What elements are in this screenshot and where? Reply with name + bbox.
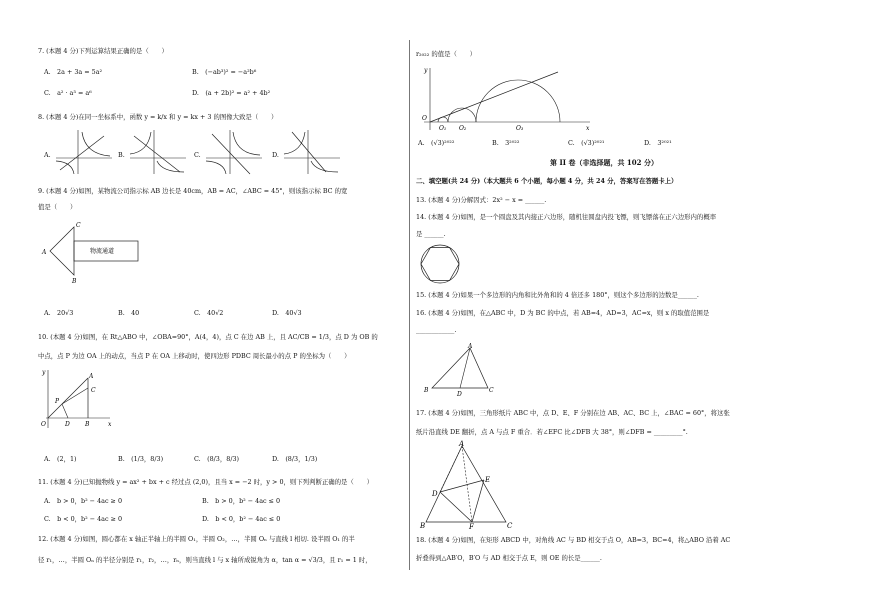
q12-point-o2: O₂: [459, 125, 467, 132]
q17-stem-line2: 纸片沿直线 DE 翻折，点 A 与点 F 重合．若∠EFC 比∠DFB 大 38°，则∠DFB = _________°.: [416, 428, 688, 436]
q9-sign-figure: [38, 219, 168, 285]
q9-stem-line1: 9. (本题 4 分)如图，某物流公司指示标 AB 边长是 40cm，AB = AC，∠ABC = 45°，则该指示标 BC 的宽: [38, 187, 348, 195]
q9-option-d: D. 40√3: [272, 309, 302, 317]
q16-point-a: A: [468, 343, 473, 350]
q9-option-a: A. 20√3: [44, 309, 74, 317]
q9-point-a: A: [42, 249, 47, 256]
q18-stem-line1: 18. (本题 4 分)如图，在矩形 ABCD 中，对角线 AC 与 BD 相交于点 O，AB=3，BC=4，将△ABO 沿着 AC: [416, 536, 731, 544]
q17-point-d: D: [432, 490, 438, 498]
q16-stem-line1: 16. (本题 4 分)如图，在△ABC 中，D 为 BC 的中点，若 AB=4，AD=3，AC=x，则 x 的取值范围是: [416, 309, 710, 317]
q7-option-c: C. a² · a³ = a⁶: [44, 89, 92, 97]
q16-point-d: D: [457, 391, 462, 398]
section2-heading: 二、填空题(共 24 分)（本大题共 6 个小题，每小题 4 分，共 24 分，答案写在答题卡上）: [416, 177, 678, 185]
q12-option-d: D. 3²⁰²¹: [644, 139, 672, 147]
q12-option-b: B. 3²⁰²²: [492, 139, 520, 147]
q10-point-p: P: [55, 398, 60, 405]
q17-point-b: B: [420, 522, 426, 530]
q14-hexagon-figure: [418, 240, 466, 288]
q7-option-a: A. 2a + 3a = 5a²: [44, 68, 103, 76]
q9-point-c: C: [76, 222, 81, 229]
q10-axis-x: x: [108, 421, 112, 428]
q16-point-b: B: [424, 387, 429, 394]
q12-option-c: C. (√3)²⁰²¹: [568, 139, 605, 147]
q15-stem: 15. (本题 4 分)如果一个多边形的内角和比外角和的 4 倍还多 180°，则这个多边形的边数是______.: [416, 291, 699, 299]
q11-option-d: D. b < 0，b² − 4ac ≤ 0: [202, 515, 281, 523]
q9-option-c: C. 40√2: [194, 309, 224, 317]
q11-option-a: A. b > 0，b² − 4ac ≥ 0: [44, 497, 123, 505]
q10-point-o: O: [41, 421, 46, 428]
q17-point-f: F: [469, 523, 474, 530]
q10-option-d: D. (8/3，1/3): [272, 455, 318, 463]
q10-stem-line2: 中点，点 P 为边 OA 上的动点，当点 P 在 OA 上移动时，使四边形 PDBC 周长最小的点 P 的坐标为（ ）: [38, 352, 351, 360]
q14-stem-line1: 14. (本题 4 分)如图，是一个圆盘及其内接正六边形，随机往圆盘内投飞镖，则飞镖落在正六边形内的概率: [416, 213, 717, 221]
q16-point-c: C: [489, 387, 494, 394]
q9-sign-text: 物流通道: [90, 248, 115, 255]
q12-axis-x: x: [586, 125, 590, 132]
q11-option-b: B. b > 0，b² − 4ac ≤ 0: [202, 497, 281, 505]
q17-point-c: C: [507, 522, 513, 530]
q8-option-b: B.: [118, 151, 125, 159]
q17-point-a: A: [459, 440, 465, 448]
q12-continuation: r₂₀₂₂ 的值是（ ）: [416, 50, 477, 58]
q10-point-d: D: [65, 421, 70, 428]
q9-point-b: B: [72, 278, 77, 285]
q12-figure: [418, 64, 598, 132]
q11-stem: 11. (本题 4 分)已知抛物线 y = ax² + bx + c 经过点 (2,0)，且当 x = −2 时，y > 0，则下列判断正确的是（ ）: [38, 478, 373, 486]
q10-point-c: C: [91, 387, 96, 394]
q12-axis-y: y: [424, 67, 428, 74]
q17-stem-line1: 17. (本题 4 分)如图，三角形纸片 ABC 中，点 D、E、F 分别在边 AB、AC、BC 上，∠BAC = 60°，将这张: [416, 409, 730, 417]
q10-option-b: B. (1/3，8/3): [118, 455, 164, 463]
q7-stem: 7. (本题 4 分)下列运算结果正确的是（ ）: [38, 47, 168, 55]
q10-point-a: A: [89, 373, 94, 380]
q8-graph-c: [204, 128, 264, 176]
q12-point-o1: O₁: [439, 125, 447, 132]
q8-stem: 8. (本题 4 分)在同一坐标系中，函数 y = k/x 和 y = kx + 3 的图像大致是（ ）: [38, 113, 278, 121]
q8-graph-d: [282, 128, 342, 176]
q12-option-a: A. (√3)²⁰²²: [418, 139, 455, 147]
q7-option-d: D. (a + 2b)² = a² + 4b²: [192, 89, 271, 97]
q17-point-e: E: [485, 476, 491, 484]
q16-stem-line2: ____________.: [416, 326, 457, 334]
q16-triangle-figure: [418, 342, 498, 398]
q10-point-b: B: [85, 421, 90, 428]
q13-stem: 13. (本题 4 分)分解因式：2x² − x = ______.: [416, 196, 547, 204]
q8-option-a: A.: [44, 151, 51, 159]
q12-stem-line2: 径 r₁，…，半圆 Oₙ 的半径分别是 r₁，r₂，…，rₙ，则当直线 l 与 x 轴所成锐角为 α，tan α = √3/3，且 r₁ = 1 时，: [38, 556, 372, 564]
q8-graph-b: [128, 128, 188, 176]
q9-stem-line2: 值是（ ）: [38, 203, 77, 211]
left-column: [38, 0, 406, 615]
q12-stem-line1: 12. (本题 4 分)如图，圆心都在 x 轴正半轴上的半圆 O₁，半圆 O₂，…，半圆 Oₙ 与直线 l 相切. 设半圆 O₁ 的半: [38, 535, 355, 543]
q8-graph-a: [54, 128, 114, 176]
q12-point-o: O: [422, 115, 427, 122]
q11-option-c: C. b < 0，b² − 4ac ≥ 0: [44, 515, 123, 523]
q12-point-o3: O₃: [516, 125, 524, 132]
q7-option-b: B. (−ab³)² = −a²b⁶: [192, 68, 257, 76]
q17-fold-figure: [418, 438, 522, 530]
q8-option-c: C.: [194, 151, 201, 159]
right-column: [416, 0, 792, 615]
q9-option-b: B. 40: [118, 309, 140, 317]
q8-option-d: D.: [272, 151, 279, 159]
q10-stem-line1: 10. (本题 4 分)如图，在 Rt△ABO 中，∠OBA=90°，A(4，4)，点 C 在边 AB 上，且 AC/CB = 1/3，点 D 为 OB 的: [38, 333, 378, 341]
column-divider: [409, 40, 410, 570]
q14-stem-line2: 是 ______.: [416, 230, 446, 238]
q10-option-c: C. (8/3，8/3): [194, 455, 240, 463]
q10-axis-y: y: [42, 369, 46, 376]
q10-option-a: A. (2，1): [44, 455, 77, 463]
q10-figure: [38, 366, 118, 432]
part2-title: 第 II 卷（非选择题，共 102 分）: [550, 158, 658, 167]
q18-stem-line2: 折叠得到△AB′O，B′O 与 AD 相交于点 E，则 OE 的长是______.: [416, 554, 602, 562]
